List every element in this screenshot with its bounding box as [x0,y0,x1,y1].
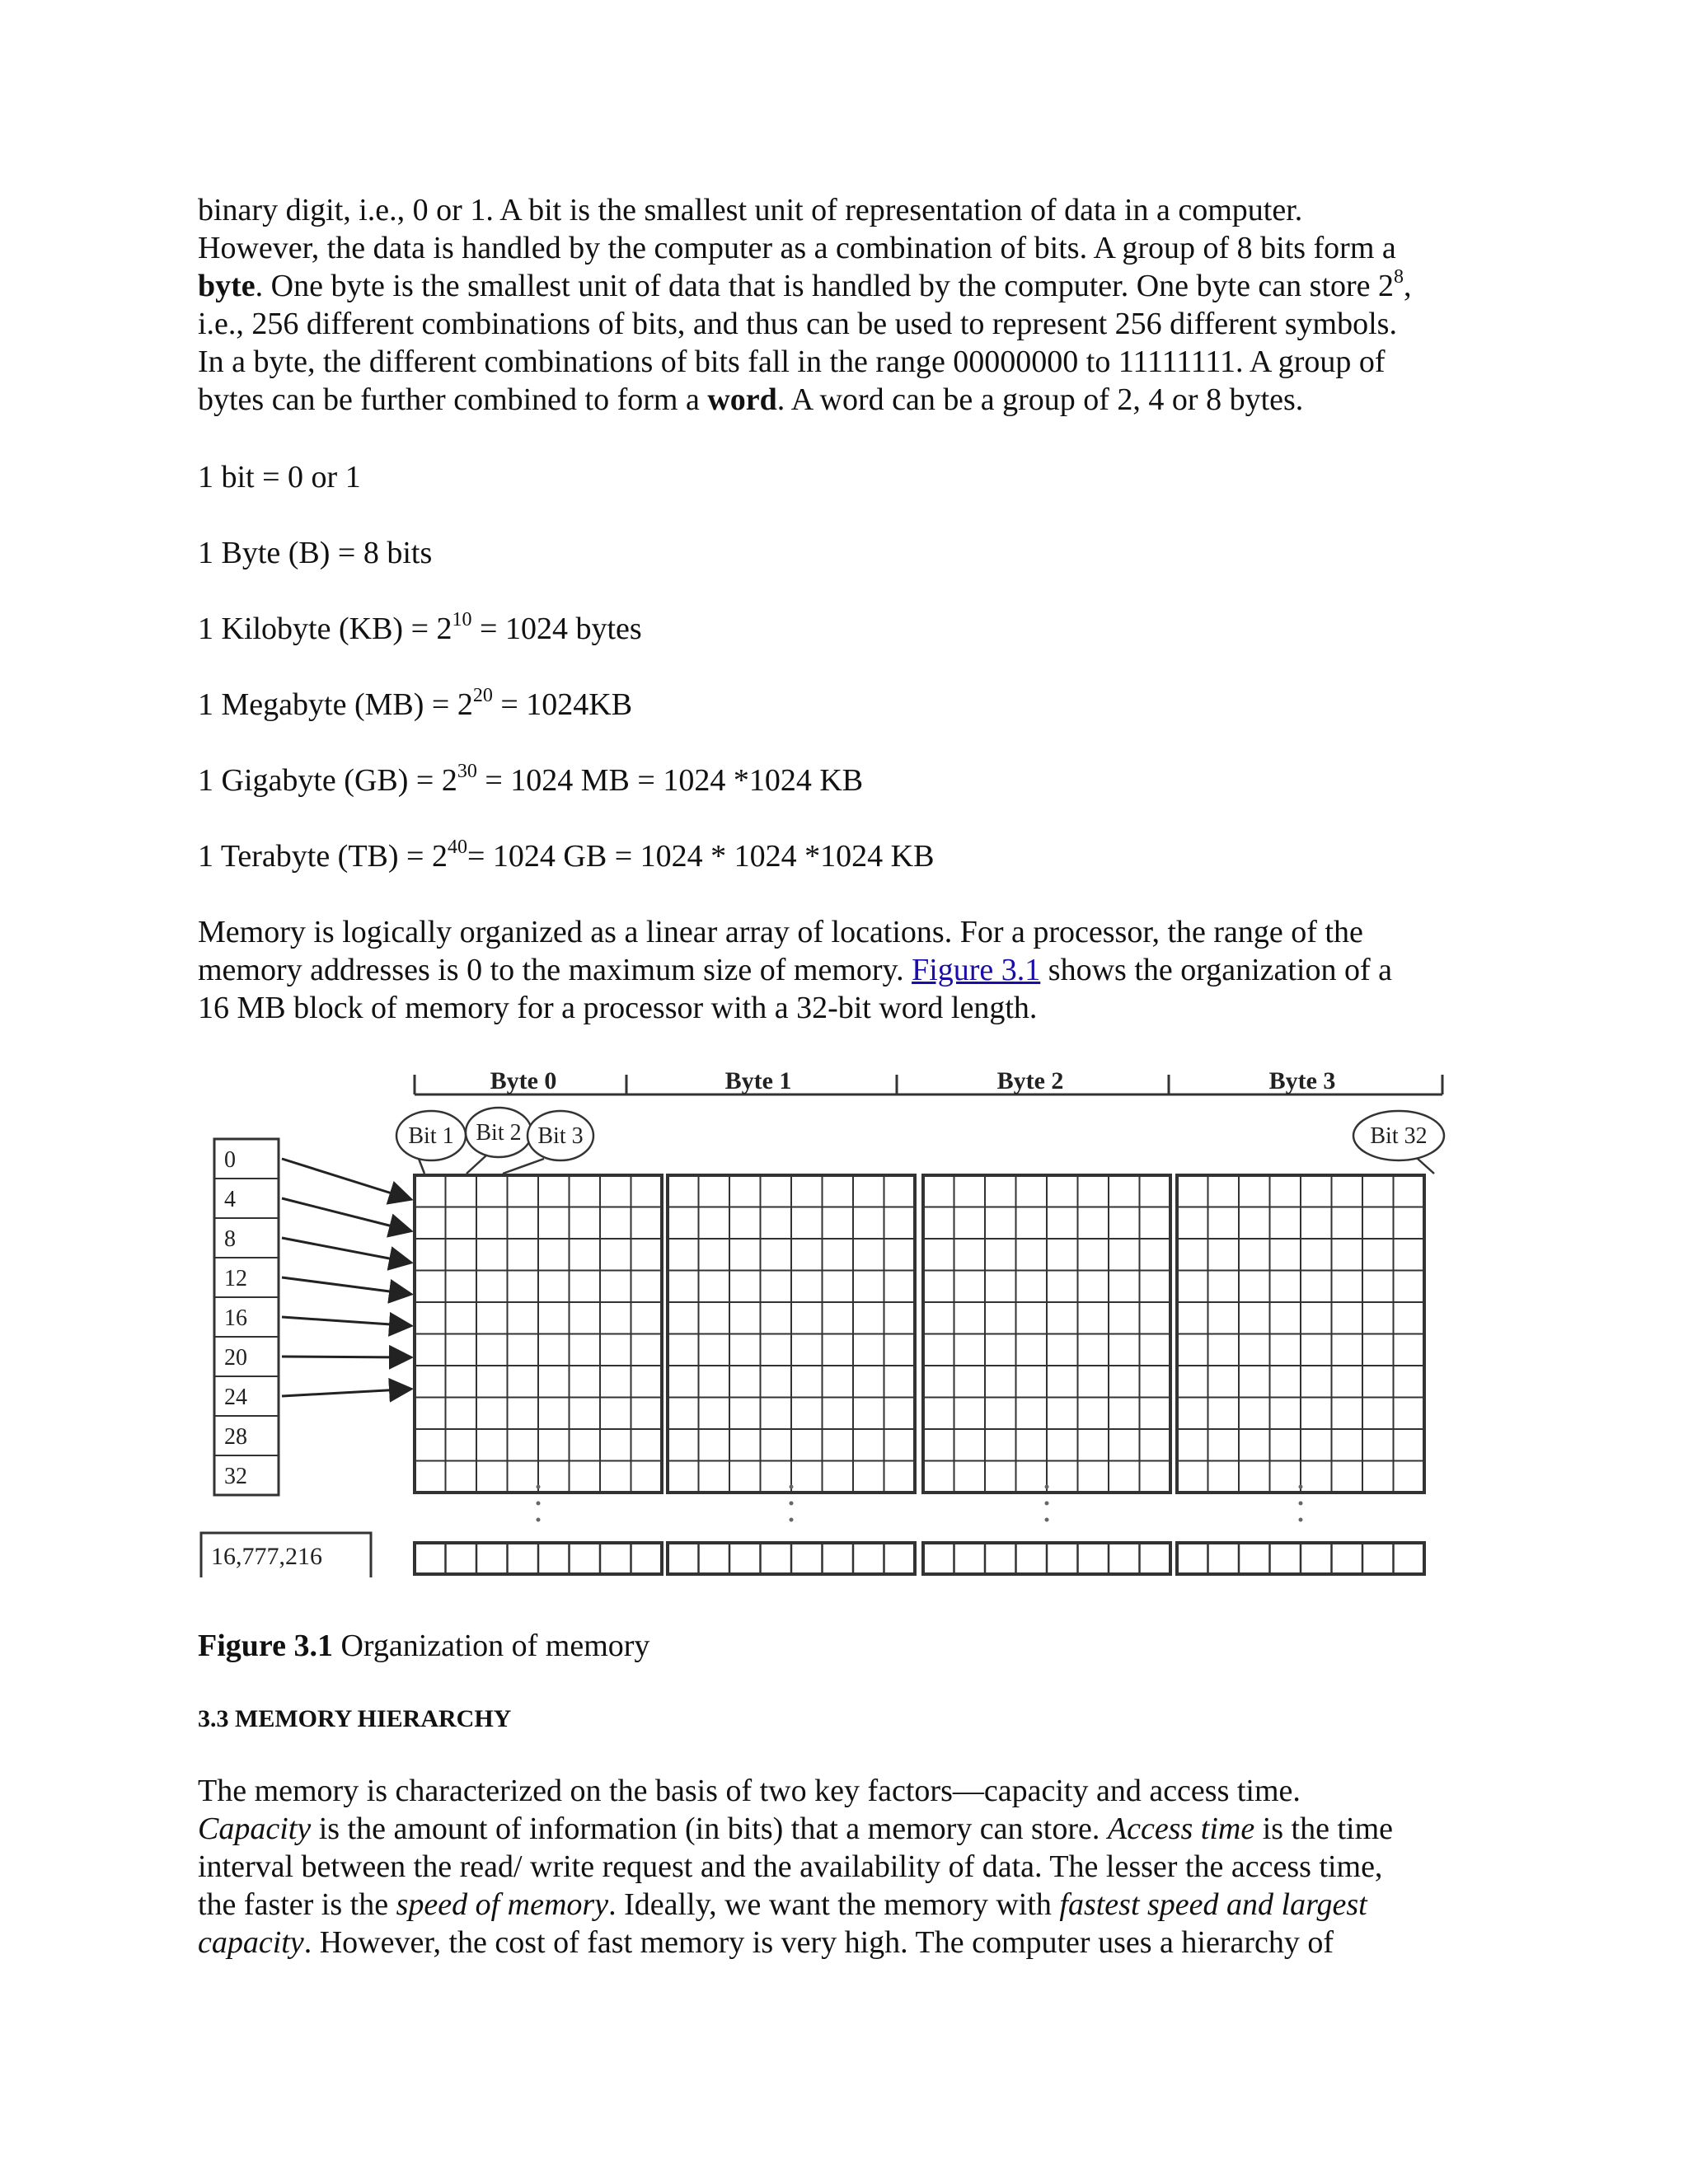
ellipsis-dot [1299,1502,1303,1506]
address-arrow [282,1317,409,1326]
hierarchy-paragraph [198,1772,1393,1961]
figure-memory-organization [198,1058,1451,1582]
term-word: word [707,382,777,417]
ellipsis-dot [1299,1485,1303,1489]
unit-terabyte-value: = 1024 GB = 1024 * 1024 *1024 KB [467,839,935,874]
ellipsis-dot [1045,1485,1049,1489]
address-arrow [282,1390,409,1397]
address-cell: 12 [224,1266,247,1291]
memory-paragraph [198,913,1392,1027]
intro-line-6 [198,381,1412,419]
bit-label-2: Bit 2 [476,1120,522,1146]
ellipsis-dot [537,1485,541,1489]
hierarchy-line-1: The memory is characterized on the basis of two key factors—capacity and access time. [198,1774,1301,1808]
hierarchy-line-4 [198,1886,1393,1924]
unit-bit: 1 bit = 0 or 1 [198,460,361,494]
last-address-label: 16,777,216 [211,1543,322,1570]
address-cell: 20 [224,1345,247,1371]
intro-line-5: In a byte, the different combinations of bits fall in the range 00000000 to 11111111. A group of [198,344,1386,379]
ellipsis-dot [790,1518,794,1522]
address-arrows [282,1159,409,1396]
figure-3-1-link[interactable]: Figure 3.1 [912,953,1041,987]
term-access-time: Access time [1107,1811,1255,1846]
hierarchy-line-2-end: is the time [1254,1811,1393,1846]
intro-line-4: i.e., 256 different combinations of bits, and thus can be used to represent 256 different symbols. [198,307,1397,341]
address-cell: 28 [224,1424,247,1450]
unit-megabyte-value: = 1024KB [492,687,633,722]
intro-paragraph [198,191,1412,419]
ellipsis-dot [1299,1518,1303,1522]
ellipsis-dot [790,1502,794,1506]
memory-line-2 [198,951,1392,989]
hierarchy-line-2 [198,1810,1393,1848]
address-arrow [282,1159,409,1199]
address-arrow [282,1198,409,1230]
power-40: 40 [447,837,467,859]
hierarchy-line-5 [198,1924,1393,1961]
figure-caption [198,1627,649,1665]
hierarchy-line-2-text: is the amount of information (in bits) that a memory can store. [311,1811,1108,1846]
hierarchy-line-4-text: the faster is the [198,1887,396,1922]
address-cell: 32 [224,1464,247,1489]
term-capacity-2: capacity [198,1925,304,1960]
unit-byte: 1 Byte (B) = 8 bits [198,536,433,570]
bit-label-1: Bit 1 [408,1123,454,1149]
unit-kilobyte-value: = 1024 bytes [471,612,642,646]
last-memory-row [415,1543,1424,1574]
intro-line-3-text: . One byte is the smallest unit of data that is handled by the computer. One byte can store 2 [255,269,1395,303]
section-heading: 3.3 MEMORY HIERARCHY [198,1705,512,1732]
bit-label-32: Bit 32 [1370,1123,1428,1149]
callout-tail-1 [419,1159,424,1174]
unit-terabyte [198,837,934,875]
address-cell: 0 [224,1147,236,1173]
ellipsis-dot [537,1502,541,1506]
callout-tail-3 [503,1159,544,1174]
term-byte: byte [198,269,256,303]
power-8: 8 [1394,266,1404,288]
ellipsis-dot [1045,1518,1049,1522]
byte-label-0: Byte 0 [490,1067,557,1094]
byte-label-1: Byte 1 [724,1067,792,1094]
memory-line-2-end: shows the organization of a [1040,953,1392,987]
address-list [214,1147,279,1489]
power-20: 20 [472,685,493,707]
intro-line-6-end: . A word can be a group of 2, 4 or 8 bytes. [776,382,1304,417]
ellipsis-dot [537,1518,541,1522]
term-capacity: Capacity [198,1811,312,1846]
intro-line-1: binary digit, i.e., 0 or 1. A bit is the smallest unit of representation of data in a computer. [198,193,1303,227]
unit-megabyte-text: 1 Megabyte (MB) = 2 [198,687,473,722]
hierarchy-line-3: interval between the read/ write request and the availability of data. The lesser the access time, [198,1849,1383,1884]
byte-label-2: Byte 2 [996,1067,1064,1094]
hierarchy-line-5-text: . However, the cost of fast memory is very high. The computer uses a hierarchy of [303,1925,1334,1960]
ellipsis-dot [790,1485,794,1489]
callout-tail-32 [1418,1159,1434,1174]
callout-tail-2 [467,1155,486,1174]
unit-kilobyte-text: 1 Kilobyte (KB) = 2 [198,612,452,646]
bit-label-3: Bit 3 [537,1123,584,1149]
caption-label: Figure 3.1 [198,1629,333,1663]
unit-gigabyte [198,762,863,799]
address-cell: 16 [224,1305,247,1331]
address-cell: 8 [224,1226,236,1252]
memory-grid [415,1175,1424,1493]
intro-line-6-text: bytes can be further combined to form a [198,382,708,417]
continuation-dots [537,1485,1303,1522]
memory-line-2-text: memory addresses is 0 to the maximum size of memory. [198,953,912,987]
caption-text: Organization of memory [332,1629,650,1663]
term-speed-of-memory: speed of memory [396,1887,609,1922]
memory-organization-diagram [198,1058,1451,1577]
unit-terabyte-text: 1 Terabyte (TB) = 2 [198,839,448,874]
intro-line-2: However, the data is handled by the computer as a combination of bits. A group of 8 bits form a [198,231,1396,265]
memory-line-1: Memory is logically organized as a linear array of locations. For a processor, the range of the [198,915,1363,949]
address-arrow [282,1277,409,1294]
address-cell: 24 [224,1385,247,1410]
unit-gigabyte-value: = 1024 MB = 1024 *1024 KB [476,763,864,798]
byte-label-3: Byte 3 [1268,1067,1336,1094]
unit-megabyte [198,686,632,724]
memory-line-3: 16 MB block of memory for a processor with a 32-bit word length. [198,991,1038,1025]
intro-line-3-end: , [1404,269,1412,303]
address-arrow [282,1238,409,1263]
hierarchy-line-4-mid: . Ideally, we want the memory with [608,1887,1060,1922]
unit-gigabyte-text: 1 Gigabyte (GB) = 2 [198,763,457,798]
ellipsis-dot [1045,1502,1049,1506]
unit-kilobyte [198,610,642,648]
term-fastest-speed: fastest speed and largest [1059,1887,1367,1922]
intro-line-3 [198,267,1412,305]
power-30: 30 [457,761,477,783]
address-cell: 4 [224,1187,236,1212]
power-10: 10 [452,609,472,631]
